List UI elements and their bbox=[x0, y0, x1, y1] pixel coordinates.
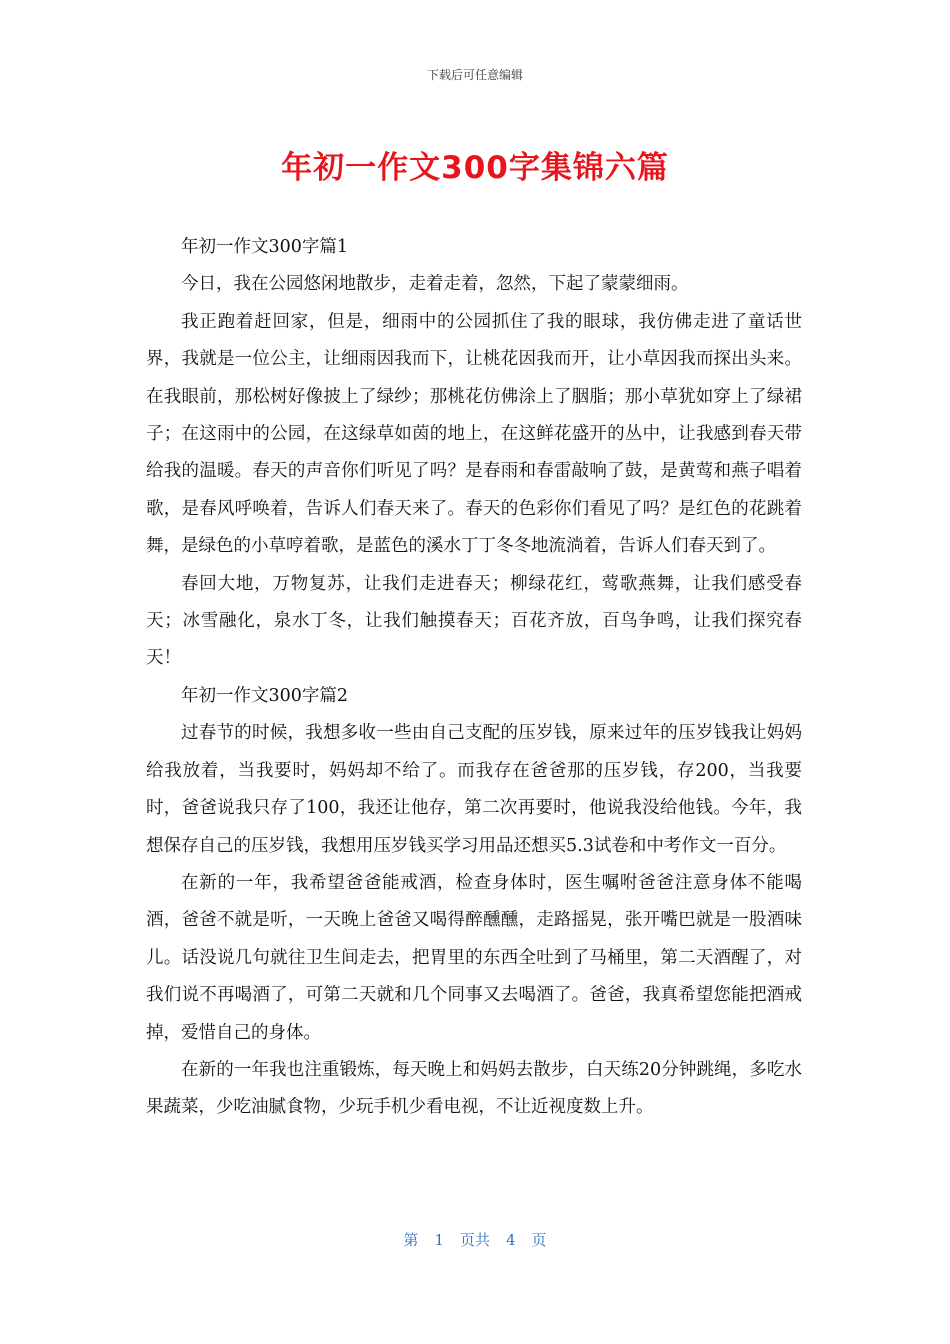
document-body bbox=[146, 229, 802, 1127]
footer-prefix: 第 bbox=[403, 1231, 419, 1249]
section-heading: 年初一作文300字篇1 bbox=[181, 237, 349, 257]
page-footer bbox=[0, 1229, 950, 1250]
paragraph: 今日，我在公园悠闲地散步，走着走着，忽然，下起了蒙蒙细雨。 bbox=[181, 274, 689, 295]
document-title: 年初一作文300字集锦六篇 bbox=[281, 150, 669, 186]
paragraph: 过春节的时候，我想多收一些由自己支配的压岁钱，原来过年的压岁钱我让妈妈给我放着，当我要时，妈妈却不给了。而我存在爸爸那的压岁钱，存200，当我要时，爸爸说我只存了100，我还让他存，第二次再要时，他说我没给他钱。今年，我想保存自己的压岁钱，我想用压岁钱买学习用品还想买5.3试卷和中考作文一百分。 bbox=[146, 723, 802, 856]
footer-middle: 页共 bbox=[459, 1231, 490, 1249]
section-heading: 年初一作文300字篇2 bbox=[181, 685, 349, 706]
footer-page-number: 1 bbox=[434, 1231, 444, 1249]
footer-suffix: 页 bbox=[531, 1231, 547, 1249]
paragraph: 春回大地，万物复苏，让我们走进春天；柳绿花红，莺歌燕舞，让我们感受春天；冰雪融化，泉水丁冬，让我们触摸春天；百花齐放，百鸟争鸣，让我们探究春天！ bbox=[146, 573, 802, 669]
header-note: 下载后可任意编辑 bbox=[426, 68, 523, 82]
paragraph: 我正跑着赶回家，但是，细雨中的公园抓住了我的眼球，我仿佛走进了童话世界，我就是一位公主，让细雨因我而下，让桃花因我而开，让小草因我而探出头来。在我眼前，那松树好像披上了绿纱；那桃花仿佛涂上了胭脂；那小草犹如穿上了绿裙子；在这雨中的公园，在这绿草如茵的地上，在这鲜花盛开的丛中，让我感到春天带给我的温暖。春天的声音你们听见了吗？是春雨和春雷敲响了鼓，是黄莺和燕子唱着歌，是春风呼唤着，告诉人们春天来了。春天的色彩你们看见了吗？是红色的花跳着舞，是绿色的小草哼着歌，是蓝色的溪水丁丁冬冬地流淌着，告诉人们春天到了。 bbox=[146, 311, 802, 557]
footer-total-pages: 4 bbox=[506, 1231, 516, 1249]
paragraph: 在新的一年我也注重锻炼，每天晚上和妈妈去散步，白天练20分钟跳绳，多吃水果蔬菜，少吃油腻食物，少玩手机少看电视，不让近视度数上升。 bbox=[146, 1059, 802, 1118]
paragraph: 在新的一年，我希望爸爸能戒酒，检查身体时，医生嘱咐爸爸注意身体不能喝酒，爸爸不就是听，一天晚上爸爸又喝得醉醺醺，走路摇晃，张开嘴巴就是一股酒味儿。话没说几句就往卫生间走去，把胃里的东西全吐到了马桶里，第二天酒醒了，对我们说不再喝酒了，可第二天就和几个同事又去喝酒了。爸爸，我真希望您能把酒戒掉，爱惜自己的身体。 bbox=[146, 872, 802, 1043]
